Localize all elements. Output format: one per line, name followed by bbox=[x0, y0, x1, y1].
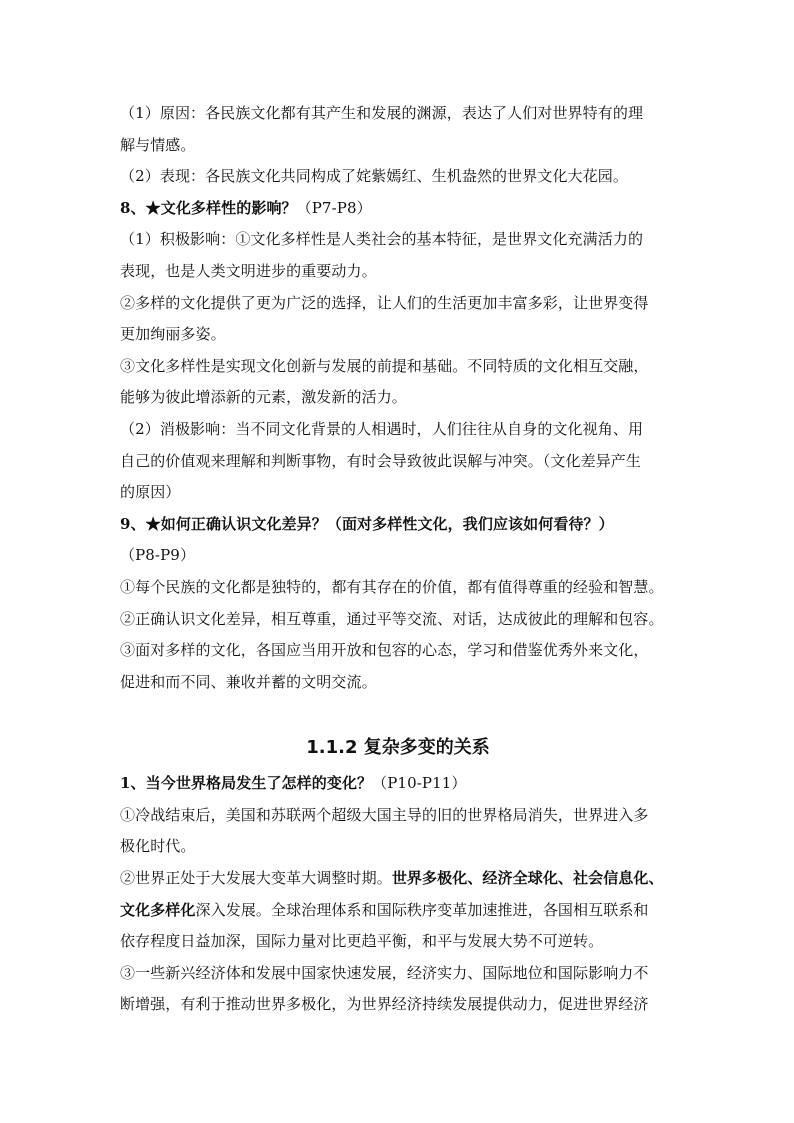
text-line: ①冷战结束后，美国和苏联两个超级大国主导的旧的世界格局消失，世界进入多 bbox=[120, 805, 649, 824]
text-line: 表现，也是人类文明进步的重要动力。 bbox=[120, 261, 377, 280]
text-line bbox=[120, 863, 676, 895]
text-line bbox=[120, 895, 676, 927]
text-run: ②世界正处于大发展大变革大调整时期。 bbox=[120, 869, 392, 888]
text-line: ①每个民族的文化都是独特的，都有其存在的价值，都有值得尊重的经验和智慧。 bbox=[120, 577, 664, 596]
question-text: 9、★如何正确认识文化差异？（面对多样性文化，我们应该如何看待？） bbox=[120, 514, 614, 533]
notes-block-relations bbox=[120, 768, 676, 1021]
question-heading bbox=[120, 509, 676, 541]
bold-keyword: 世界多极化、经济全球化、社会信息化、 bbox=[391, 869, 664, 888]
text-run: 深入发展。全球治理体系和国际秩序变革加速推进，各国相互联系和 bbox=[195, 900, 649, 919]
question-heading bbox=[120, 768, 676, 800]
text-line: ③文化多样性是实现文化创新与发展的前提和基础。不同特质的文化相互交融， bbox=[120, 356, 649, 375]
text-line: （1）原因：各民族文化都有其产生和发展的渊源，表达了人们对世界特有的理 bbox=[120, 104, 644, 122]
text-line: ②多样的文化提供了更为广泛的选择，让人们的生活更加丰富多彩，让世界变得 bbox=[120, 293, 649, 312]
document-body bbox=[120, 98, 676, 1021]
bold-keyword: 文化多样化 bbox=[120, 900, 196, 919]
text-line: ③一些新兴经济体和发展中国家快速发展，经济实力、国际地位和国际影响力不 bbox=[120, 963, 649, 982]
text-line: 促进和而不同、兼收并蓄的文明交流。 bbox=[120, 672, 377, 691]
question-text: 1、当今世界格局发生了怎样的变化？ bbox=[120, 774, 373, 793]
text-line: 自己的价值观来理解和判断事物，有时会导致彼此误解与冲突。（文化差异产生 bbox=[120, 451, 642, 470]
text-line: （2）消极影响：当不同文化背景的人相遇时，人们往往从自身的文化视角、用 bbox=[120, 419, 644, 438]
text-line: 能够为彼此增添新的元素，激发新的活力。 bbox=[120, 388, 407, 407]
text-line: 断增强，有利于推动世界多极化，为世界经济持续发展提供动力，促进世界经济 bbox=[120, 995, 649, 1014]
text-line: 的原因） bbox=[120, 483, 181, 502]
question-text: 8、★文化多样性的影响？ bbox=[120, 198, 297, 217]
spacer bbox=[120, 698, 676, 724]
text-line: 依存程度日益加深，国际力量对比更趋平衡，和平与发展大势不可逆转。 bbox=[120, 932, 604, 951]
text-line: ③面对多样的文化，各国应当用开放和包容的心态，学习和借鉴优秀外来文化， bbox=[120, 641, 649, 660]
text-line: 更加绚丽多姿。 bbox=[120, 325, 226, 344]
section-title: 1.1.2 复杂多变的关系 bbox=[306, 737, 490, 759]
question-heading bbox=[120, 193, 676, 225]
text-line: 解与情感。 bbox=[120, 135, 196, 154]
text-line: （1）积极影响：①文化多样性是人类社会的基本特征，是世界文化充满活力的 bbox=[120, 230, 644, 249]
page-reference: （P10-P11） bbox=[372, 774, 467, 793]
text-line: ②正确认识文化差异，相互尊重，通过平等交流、对话，达成彼此的理解和包容。 bbox=[120, 609, 664, 628]
page-reference: （P7-P8） bbox=[296, 198, 372, 217]
text-line: （P8-P9） bbox=[120, 546, 196, 565]
text-line: 极化时代。 bbox=[120, 837, 196, 856]
text-line: （2）表现：各民族文化共同构成了姹紫嫣红、生机盎然的世界文化大花园。 bbox=[120, 167, 628, 186]
notes-block-culture bbox=[120, 98, 676, 698]
